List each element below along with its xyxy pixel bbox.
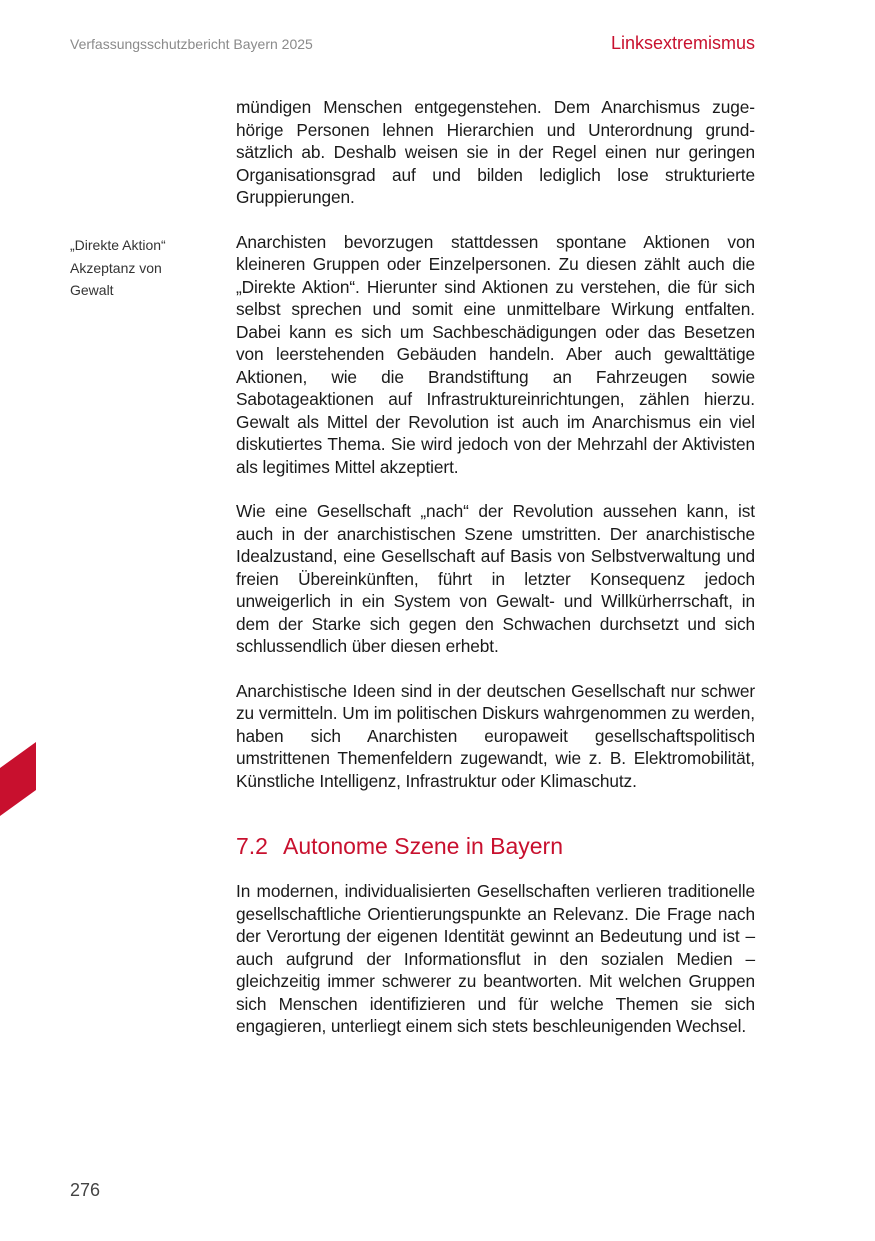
section-heading xyxy=(236,832,755,860)
margin-note-line: Gewalt xyxy=(70,282,114,298)
body-paragraph: Wie eine Gesellschaft „nach“ der Revolution aussehen kann, ist auch in der anarchistischen Szene umstritten. Der anarchistische Idealzustand, eine Gesellschaft auf Basis von Selbstverwaltung und freien Übereinkünften, führt in letzter Konsequenz jedoch unweigerlich in ein System von Gewalt- und Willkürherrschaft, in dem der Starke sich gegen den Schwachen durchsetzt und sich schlussendlich über diesen erhebt. xyxy=(236,501,755,656)
body-paragraph: Anarchistische Ideen sind in der deutschen Gesellschaft nur schwer zu vermitteln. Um im politischen Diskurs wahrgenommen zu werden, haben sich Anarchisten europaweit gesellschaftspolitisch umstrittenen Themenfeldern zugewandt, wie z. B. Elektromobilität, Künstliche Intelligenz, Infrastruktur oder Klimaschutz. xyxy=(236,680,755,791)
page-number: 276 xyxy=(70,1180,101,1200)
running-header-publication: Verfassungsschutzbericht Bayern 2025 xyxy=(70,36,313,52)
margin-note xyxy=(70,234,210,302)
margin-note-line: Akzeptanz von xyxy=(70,259,162,276)
body-paragraph: In modernen, individualisierten Gesellschaften verlieren traditionelle gesellschaftliche Orientierungspunkte an Relevanz. Die Frage nach der Verortung der eigenen Identität gewinnt an Bedeutung und ist – auch aufgrund der Informationsflut in den sozialen Medien – gleichzeitig immer schwerer zu beantworten. Mit welchen Gruppen sich Menschen identifizieren und für welche Themen sie sich engagieren, unterliegt einem sich stets beschleunigenden Wechsel. xyxy=(236,881,755,1036)
section-number: 7.2 xyxy=(236,833,268,859)
section-title: Autonome Szene in Bayern xyxy=(283,833,564,859)
main-content xyxy=(236,96,755,1038)
running-header-chapter: Linksextremismus xyxy=(610,33,755,53)
body-paragraph: Anarchisten bevorzugen stattdessen spontane Aktionen von kleineren Gruppen oder Einzelpersonen. Zu diesen zählt auch die „Direkte Aktion“. Hierunter sind Aktionen zu verstehen, die für sich selbst sprechen und somit eine unmittelbare Wirkung entfalten. Dabei kann es sich um Sachbeschädigungen oder das Besetzen von leerstehenden Gebäuden handeln. Aber auch gewalttätige Aktionen, wie die Brandstiftung an Fahrzeugen sowie Sabotageaktionen auf Infrastruktureinrichtungen, zählen hierzu. Gewalt als Mittel der Revolution ist auch im Anarchismus ein viel diskutiertes Thema. Sie wird jedoch von der Mehrzahl der Aktivisten als legitimes Mittel akzeptiert. xyxy=(236,231,755,477)
margin-note-line: „Direkte Aktion“ xyxy=(70,237,166,253)
body-paragraph: mündigen Menschen entgegenstehen. Dem Anarchismus zugehörige Personen lehnen Hierarchien und Unterordnung grundsätzlich ab. Deshalb weisen sie in der Regel einen nur geringen Organisationsgrad auf und bilden lediglich lose strukturierte Gruppierungen. xyxy=(236,97,755,207)
chapter-accent-mark xyxy=(0,742,36,816)
